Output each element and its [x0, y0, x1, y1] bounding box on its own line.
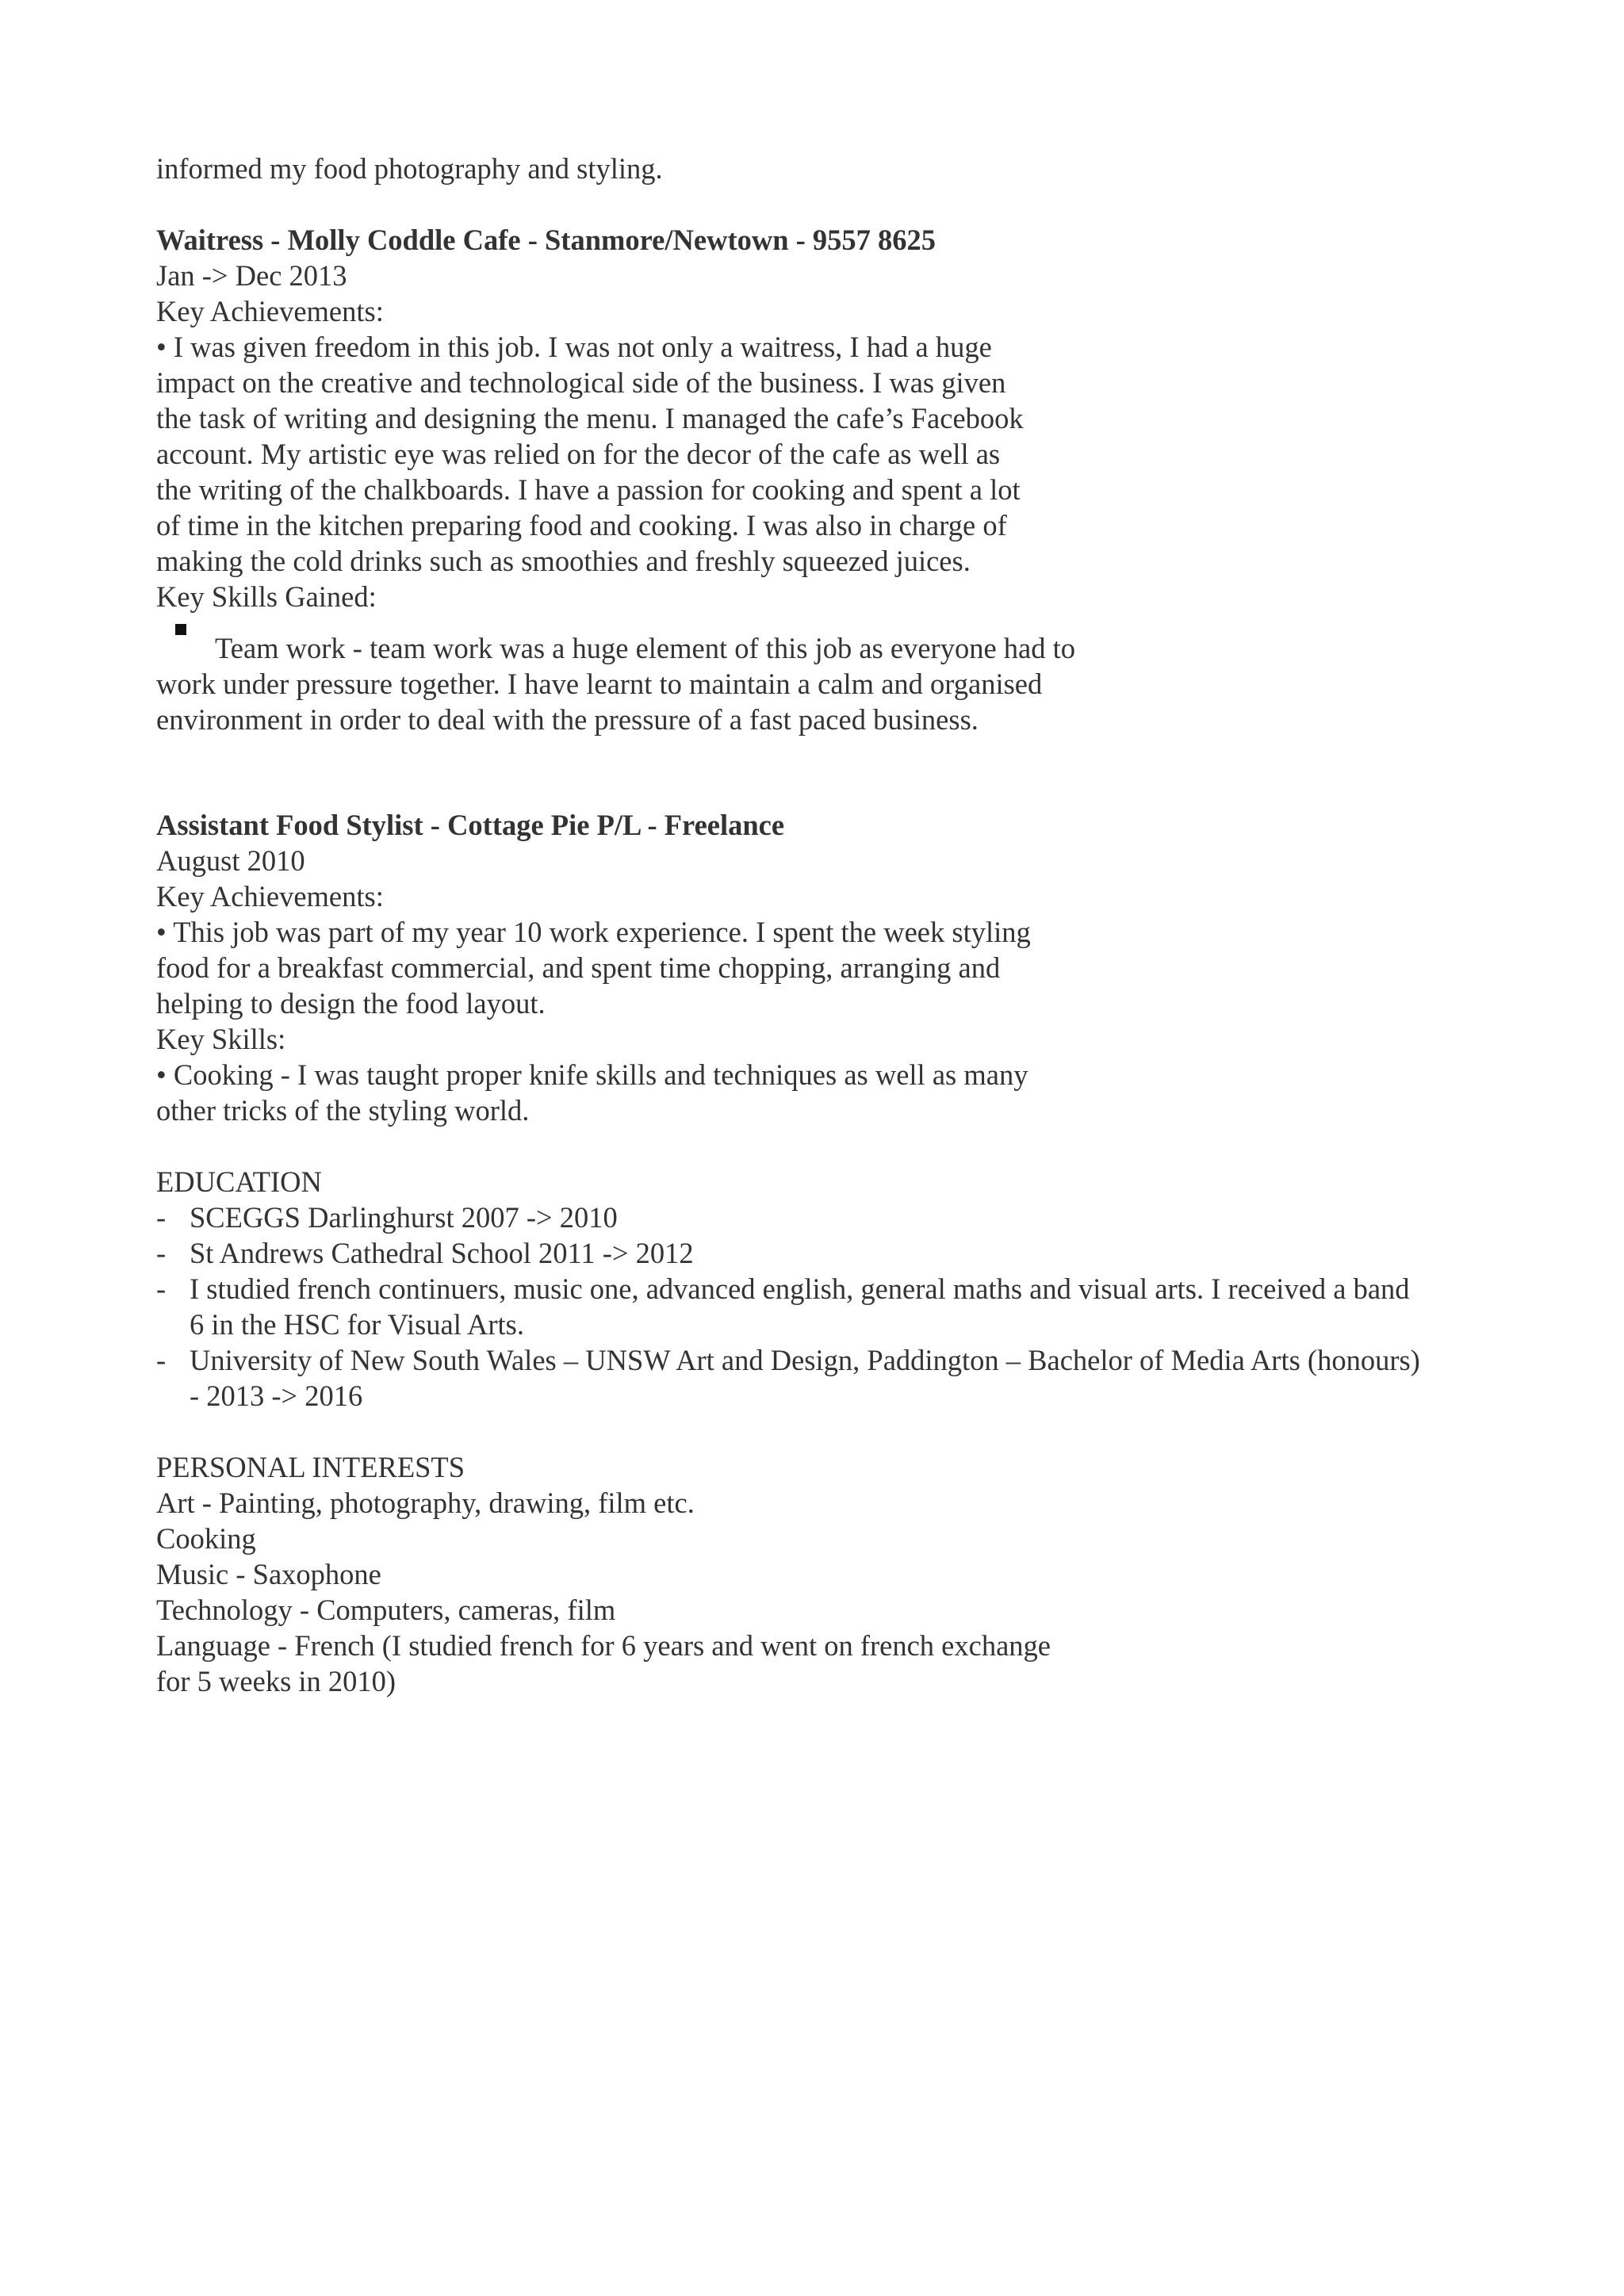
resume-page — [156, 151, 1504, 1699]
skill-item — [156, 630, 1504, 737]
dash-bullet-icon: - — [156, 1201, 167, 1234]
interests-heading: PERSONAL INTERESTS — [156, 1451, 465, 1483]
achievements-heading: Key Achievements: — [156, 880, 384, 913]
interest-line: for 5 weeks in 2010) — [156, 1665, 396, 1697]
education-line: SCEGGS Darlinghurst 2007 -> 2010 — [190, 1201, 618, 1234]
intro-tail-text: informed my food photography and styling. — [156, 152, 663, 185]
interest-line: Music - Saxophone — [156, 1558, 381, 1590]
education-line: St Andrews Cathedral School 2011 -> 2012 — [190, 1237, 694, 1269]
achievements-heading: Key Achievements: — [156, 295, 384, 327]
job-date: August 2010 — [156, 844, 305, 877]
spacer — [156, 1128, 1504, 1164]
achievement-line: the writing of the chalkboards. I have a passion for cooking and spent a lot — [156, 473, 1021, 506]
achievement-line: food for a breakfast commercial, and spent time chopping, arranging and — [156, 951, 1001, 984]
dash-bullet-icon: - — [156, 1237, 167, 1269]
education-item — [156, 1342, 1504, 1414]
job-entry-food-stylist — [156, 807, 1504, 1128]
achievement-line: impact on the creative and technological side of the business. I was given — [156, 366, 1006, 399]
education-line: University of New South Wales – UNSW Art and Design, Paddington – Bachelor of Media Arts (honours) — [190, 1344, 1420, 1376]
achievement-line: the task of writing and designing the menu. I managed the cafe’s Facebook — [156, 402, 1024, 434]
spacer — [156, 1414, 1504, 1449]
achievement-line: of time in the kitchen preparing food and cooking. I was also in charge of — [156, 509, 1007, 541]
skill-line: environment in order to deal with the pressure of a fast paced business. — [156, 703, 979, 736]
education-line: I studied french continuers, music one, advanced english, general maths and visual arts. I received a band — [190, 1272, 1410, 1305]
job-date: Jan -> Dec 2013 — [156, 259, 347, 292]
interests-section — [156, 1449, 1504, 1699]
square-bullet-icon — [175, 624, 186, 635]
achievement-line: • I was given freedom in this job. I was not only a waitress, I had a huge — [156, 331, 992, 363]
achievement-line: making the cold drinks such as smoothies and freshly squeezed juices. — [156, 545, 971, 577]
achievement-line: • This job was part of my year 10 work experience. I spent the week styling — [156, 916, 1031, 948]
education-list — [156, 1200, 1504, 1414]
education-item — [156, 1200, 1504, 1235]
job-title: Assistant Food Stylist - Cottage Pie P/L - Freelance — [156, 809, 785, 841]
skill-line: other tricks of the styling world. — [156, 1094, 530, 1127]
education-heading: EDUCATION — [156, 1165, 322, 1198]
dash-bullet-icon: - — [156, 1344, 167, 1376]
spacer — [156, 186, 1504, 222]
job-entry-waitress — [156, 222, 1504, 737]
interest-line: Cooking — [156, 1522, 256, 1555]
interest-line: Language - French (I studied french for 6 years and went on french exchange — [156, 1629, 1051, 1662]
job-title: Waitress - Molly Coddle Cafe - Stanmore/Newtown - 9557 8625 — [156, 224, 936, 256]
spacer — [156, 737, 1504, 807]
achievement-line: account. My artistic eye was relied on for the decor of the cafe as well as — [156, 438, 1001, 470]
skill-line: Team work - team work was a huge element of this job as everyone had to — [215, 632, 1076, 664]
education-line: 6 in the HSC for Visual Arts. — [190, 1308, 524, 1341]
skills-heading: Key Skills: — [156, 1023, 286, 1055]
skills-heading: Key Skills Gained: — [156, 580, 377, 613]
dash-bullet-icon: - — [156, 1272, 167, 1305]
education-item — [156, 1271, 1504, 1342]
skill-line: • Cooking - I was taught proper knife skills and techniques as well as many — [156, 1058, 1028, 1091]
interest-line: Technology - Computers, cameras, film — [156, 1594, 616, 1626]
interest-line: Art - Painting, photography, drawing, film etc. — [156, 1487, 695, 1519]
education-item — [156, 1235, 1504, 1271]
education-line: - 2013 -> 2016 — [190, 1380, 363, 1412]
education-section — [156, 1164, 1504, 1414]
achievement-line: helping to design the food layout. — [156, 987, 546, 1020]
skill-line: work under pressure together. I have learnt to maintain a calm and organised — [156, 668, 1043, 700]
